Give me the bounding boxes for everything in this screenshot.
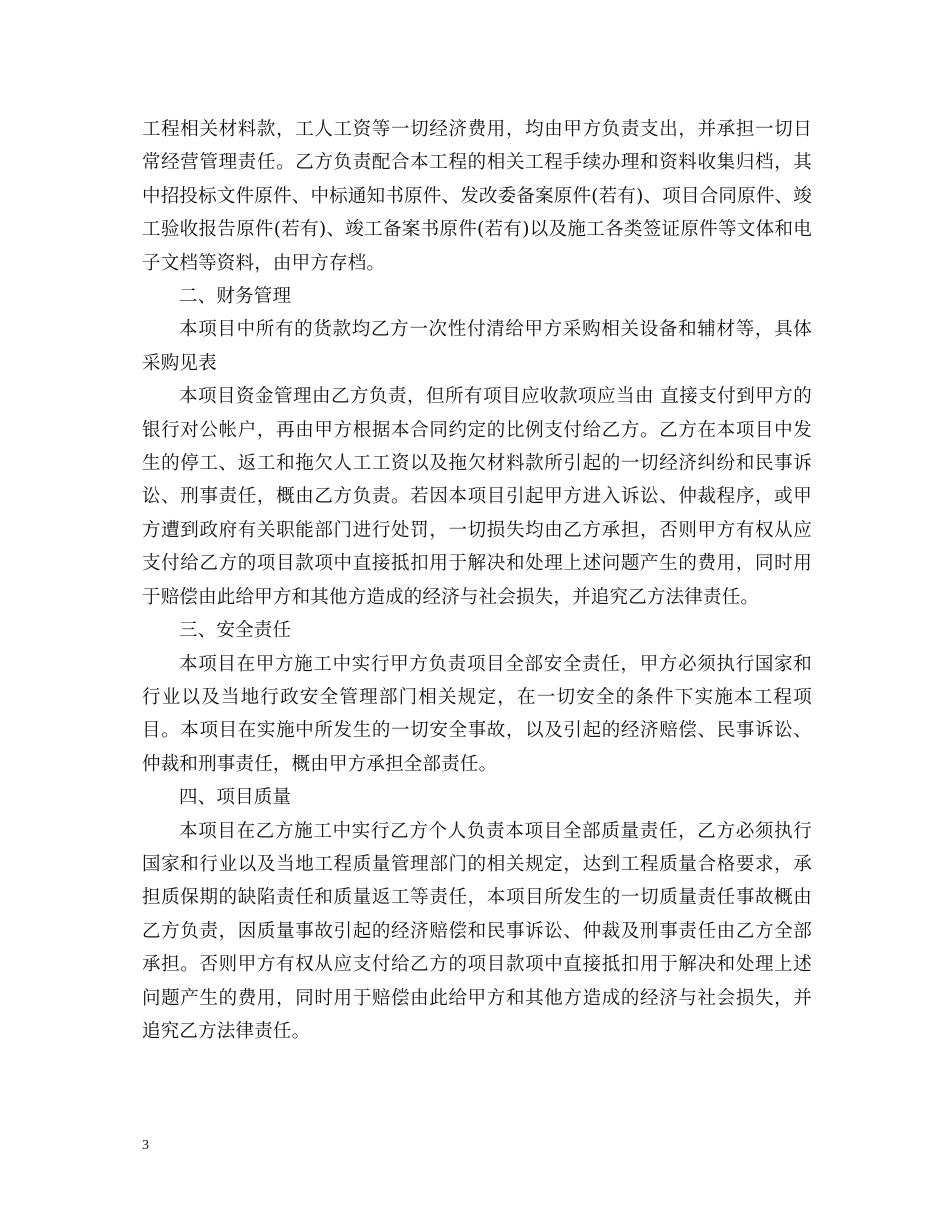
document-body: [142, 113, 812, 1048]
section-heading-finance: 二、财务管理: [179, 286, 292, 308]
paragraph-finance-funds: 本项目资金管理由乙方负责，但所有项目应收款项应当由 直接支付到甲方的银行对公帐户，再由甲方根据本合同约定的比例支付给乙方。乙方在本项目中发生的停工、返工和拖欠人工工资以及拖欠材料款所引起的一切经济纠纷和民事诉讼、刑事责任，概由乙方负责。若因本项目引起甲方进入诉讼、仲裁程序，或甲方遭到政府有关职能部门进行处罚，一切损失均由乙方承担，否则甲方有权从应支付给乙方的项目款项中直接抵扣用于解决和处理上述问题产生的费用，同时用于赔偿由此给甲方和其他方造成的经济与社会损失，并追究乙方法律责任。: [142, 386, 812, 608]
section-heading-safety: 三、安全责任: [179, 620, 292, 642]
paragraph-finance-purchase: 本项目中所有的货款均乙方一次性付清给甲方采购相关设备和辅材等，具体采购见表: [142, 319, 812, 374]
paragraph-quality-responsibility: 本项目在乙方施工中实行乙方个人负责本项目全部质量责任，乙方必须执行国家和行业以及当地工程质量管理部门的相关规定，达到工程质量合格要求，承担质保期的缺陷责任和质量返工等责任，本项目所发生的一切质量责任事故概由乙方负责，因质量事故引起的经济赔偿和民事诉讼、仲裁及刑事责任由乙方全部承担。否则甲方有权从应支付给乙方的项目款项中直接抵扣用于解决和处理上述问题产生的费用，同时用于赔偿由此给甲方和其他方造成的经济与社会损失，并追究乙方法律责任。: [142, 820, 812, 1042]
section-heading-quality: 四、项目质量: [179, 787, 292, 809]
paragraph-continued-text: 工程相关材料款，工人工资等一切经济费用，均由甲方负责支出，并承担一切日常经营管理责任。乙方负责配合本工程的相关工程手续办理和资料收集归档，其中招投标文件原件、中标通知书原件、发改委备案原件(若有)、项目合同原件、竣工验收报告原件(若有)、竣工备案书原件(若有)以及施工各类签证原件等文体和电子文档等资料，由甲方存档。: [142, 119, 812, 274]
paragraph-safety-responsibility: 本项目在甲方施工中实行甲方负责项目全部安全责任，甲方必须执行国家和行业以及当地行政安全管理部门相关规定，在一切安全的条件下实施本工程项目。本项目在实施中所发生的一切安全事故，以及引起的经济赔偿、民事诉讼、仲裁和刑事责任，概由甲方承担全部责任。: [142, 653, 812, 775]
page-number: 3: [142, 1138, 149, 1153]
